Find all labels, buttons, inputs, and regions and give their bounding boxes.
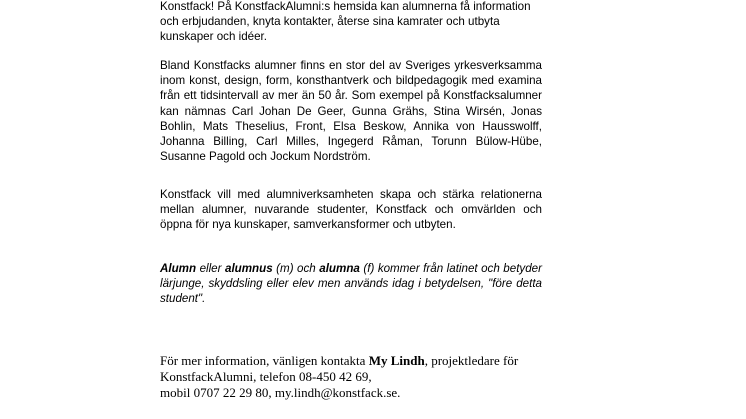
term-alumna: alumna <box>319 262 360 275</box>
definition-text-3: (f) kommer från latinet och betyder lärjunge, skyddsling eller elev men används idag i betydelsen, "före detta student". <box>160 262 542 306</box>
contact-role: , projektledare för <box>424 353 519 368</box>
alumni-paragraph: Bland Konstfacks alumner finns en stor del av Sveriges yrkesverksamma inom konst, design, form, konsthantverk och bildpedagogik med examina från ett tidsintervall av mer än 50 år. Som exempel på Konstfacksalumner kan nämnas Carl Johan De Geer, Gunna Grähs, Stina Wirsén, Jonas Bohlin, Mats Theselius, Front, Elsa Beskow, Annika von Hausswolff, Johanna Billing, Carl Milles, Ingegerd Råman, Torunn Bülow-Hübe, Susanne Pagold och Jockum Nordström. <box>160 59 542 164</box>
contact-line-2: KonstfackAlumni, telefon 08-450 42 69, <box>160 369 372 384</box>
contact-name: My Lindh <box>368 353 425 368</box>
definition-text-2: (m) och <box>272 262 320 275</box>
contact-prefix: För mer information, vänligen kontakta <box>160 353 369 368</box>
contact-block <box>160 353 560 401</box>
definition-text-1: eller <box>196 262 225 275</box>
contact-line-1 <box>160 353 560 369</box>
intro-paragraph: Konstfack! På KonstfackAlumni:s hemsida kan alumnerna få information och erbjudanden, knyta kontakter, återse sina kamrater och utbyta kunskaper och idéer. <box>160 0 531 44</box>
purpose-paragraph: Konstfack vill med alumniverksamheten skapa och stärka relationerna mellan alumner, nuvarande studenter, Konstfack och omvärlden och öppna för nya kunskaper, samverkansformer och utbyten. <box>160 188 542 232</box>
contact-line-3: mobil 0707 22 29 80, my.lindh@konstfack.se. <box>160 385 401 400</box>
term-alumnus: alumnus <box>225 262 273 275</box>
term-alumn: Alumn <box>160 262 197 275</box>
definition-paragraph <box>160 261 542 307</box>
